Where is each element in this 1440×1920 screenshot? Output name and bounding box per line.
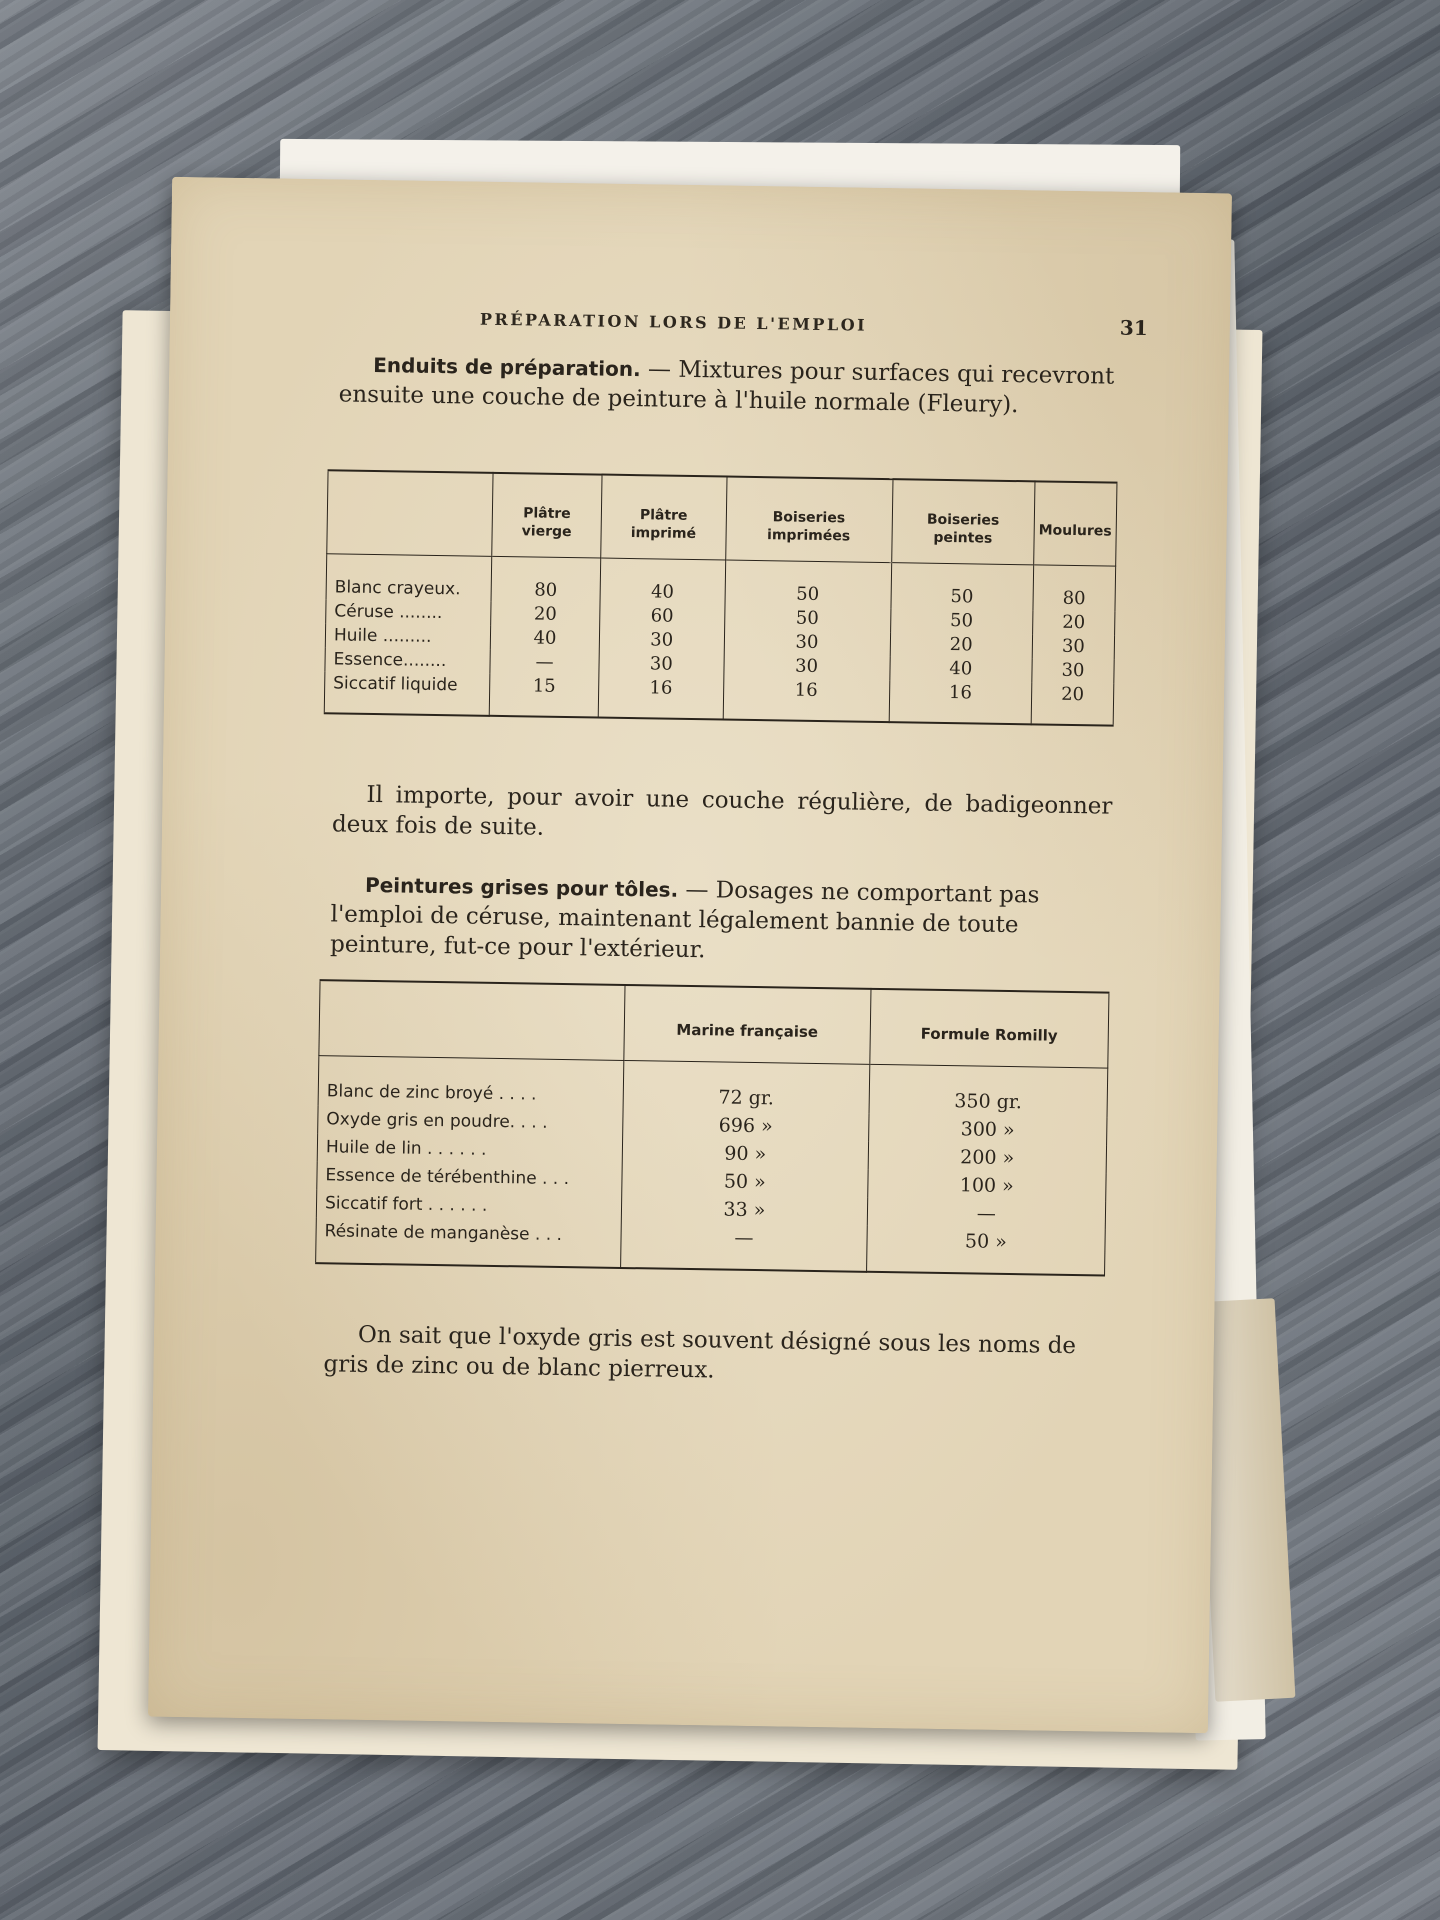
table-cell: 16	[889, 680, 1032, 724]
table-cell: 16	[598, 676, 723, 720]
row-label: Blanc crayeux.	[326, 554, 492, 602]
book-page	[148, 177, 1232, 1733]
row-label: Siccatif fort . . . . . .	[316, 1189, 621, 1222]
paragraph-badigeonner-text: Il importe, pour avoir une couche régulière, de badigeonner deux fois de suite.	[331, 781, 1113, 841]
row-label: Huile .........	[325, 623, 490, 650]
running-head: PRÉPARATION LORS DE L'EMPLOI	[479, 309, 868, 335]
section-peintures-text: — Dosages ne comportant pas l'emploi de céruse, maintenant légalement bannie de toute peinture, fut-ce pour l'extérieur.	[329, 876, 1040, 964]
table-cell: 20	[491, 602, 600, 628]
table-cell: 30	[723, 653, 889, 680]
table-cell: 50 »	[866, 1226, 1105, 1276]
page-number: 31	[1119, 315, 1148, 341]
table-cell: 80	[491, 556, 601, 603]
table-cell: 100 »	[868, 1170, 1107, 1202]
table-cell: 30	[599, 652, 724, 678]
table-cell: 20	[1031, 682, 1114, 725]
table-cell: 20	[890, 632, 1033, 658]
row-label: Essence........	[325, 647, 490, 674]
column-header: Plâtre imprimé	[601, 475, 727, 560]
table-cell: —	[867, 1198, 1106, 1230]
table-cell: —	[490, 650, 599, 676]
column-header: Boiseries imprimées	[725, 477, 892, 563]
table-cell: 33 »	[621, 1194, 867, 1226]
row-label: Résinate de manganèse . . .	[316, 1217, 622, 1268]
table-cell: 72 gr.	[623, 1060, 870, 1113]
row-label: Essence de térébenthine . . .	[317, 1161, 622, 1194]
section-peintures-paragraph	[330, 869, 1111, 971]
table-cell: 50	[724, 605, 890, 632]
table-cell: 30	[599, 628, 724, 654]
section-enduits-paragraph	[339, 349, 1120, 421]
row-label: Siccatif liquide	[324, 671, 490, 716]
column-header	[319, 980, 625, 1060]
column-header: Boiseries peintes	[891, 479, 1035, 565]
row-label: Céruse ........	[326, 599, 491, 626]
paragraph-badigeonner	[332, 779, 1113, 851]
table-cell: 30	[1032, 634, 1114, 659]
paragraph-oxyde-gris	[323, 1319, 1104, 1391]
column-header: Plâtre vierge	[492, 473, 602, 558]
peintures-table	[315, 979, 1109, 1276]
column-header: Formule Romilly	[870, 989, 1109, 1068]
table-cell: 90 »	[622, 1138, 868, 1170]
column-header: Marine française	[624, 985, 871, 1064]
table-cell: 696 »	[623, 1110, 869, 1142]
enduits-table-header-row	[327, 470, 1117, 566]
table-cell: 30	[1032, 658, 1114, 683]
table-cell: 350 gr.	[869, 1064, 1108, 1117]
enduits-table	[324, 469, 1118, 726]
row-label: Oxyde gris en poudre. . . .	[318, 1105, 623, 1138]
table-cell: 50	[890, 608, 1033, 634]
table-cell: 80	[1033, 565, 1116, 612]
table-cell: 16	[723, 677, 890, 722]
table-cell: 40	[889, 656, 1032, 682]
table-cell: —	[621, 1222, 867, 1272]
table-cell: 40	[600, 558, 725, 605]
row-label: Blanc de zinc broyé . . . .	[318, 1056, 624, 1110]
row-label: Huile de lin . . . . . .	[317, 1133, 622, 1166]
table-cell: 40	[490, 626, 599, 652]
section-enduits-heading: Enduits de préparation.	[373, 352, 641, 382]
section-enduits-text: — Mixtures pour surfaces qui recevront ensuite une couche de peinture à l'huile normale (Fleury).	[338, 356, 1115, 419]
table-cell: 50	[891, 563, 1034, 611]
table-cell: 50	[724, 560, 891, 608]
table-cell: 20	[1033, 610, 1115, 635]
table-cell: 30	[724, 629, 890, 656]
table-cell: 15	[489, 674, 599, 718]
peintures-table-header-row	[319, 980, 1109, 1068]
table-cell: 300 »	[868, 1114, 1107, 1146]
section-peintures-heading: Peintures grises pour tôles.	[364, 872, 679, 902]
column-header	[327, 470, 493, 556]
table-cell: 60	[600, 604, 725, 630]
table-cell: 200 »	[868, 1142, 1107, 1174]
column-header: Moulures	[1034, 481, 1117, 566]
table-cell: 50 »	[622, 1166, 868, 1198]
paragraph-oxyde-gris-text: On sait que l'oxyde gris est souvent désigné sous les noms de gris de zinc ou de blanc pierreux.	[323, 1321, 1077, 1384]
